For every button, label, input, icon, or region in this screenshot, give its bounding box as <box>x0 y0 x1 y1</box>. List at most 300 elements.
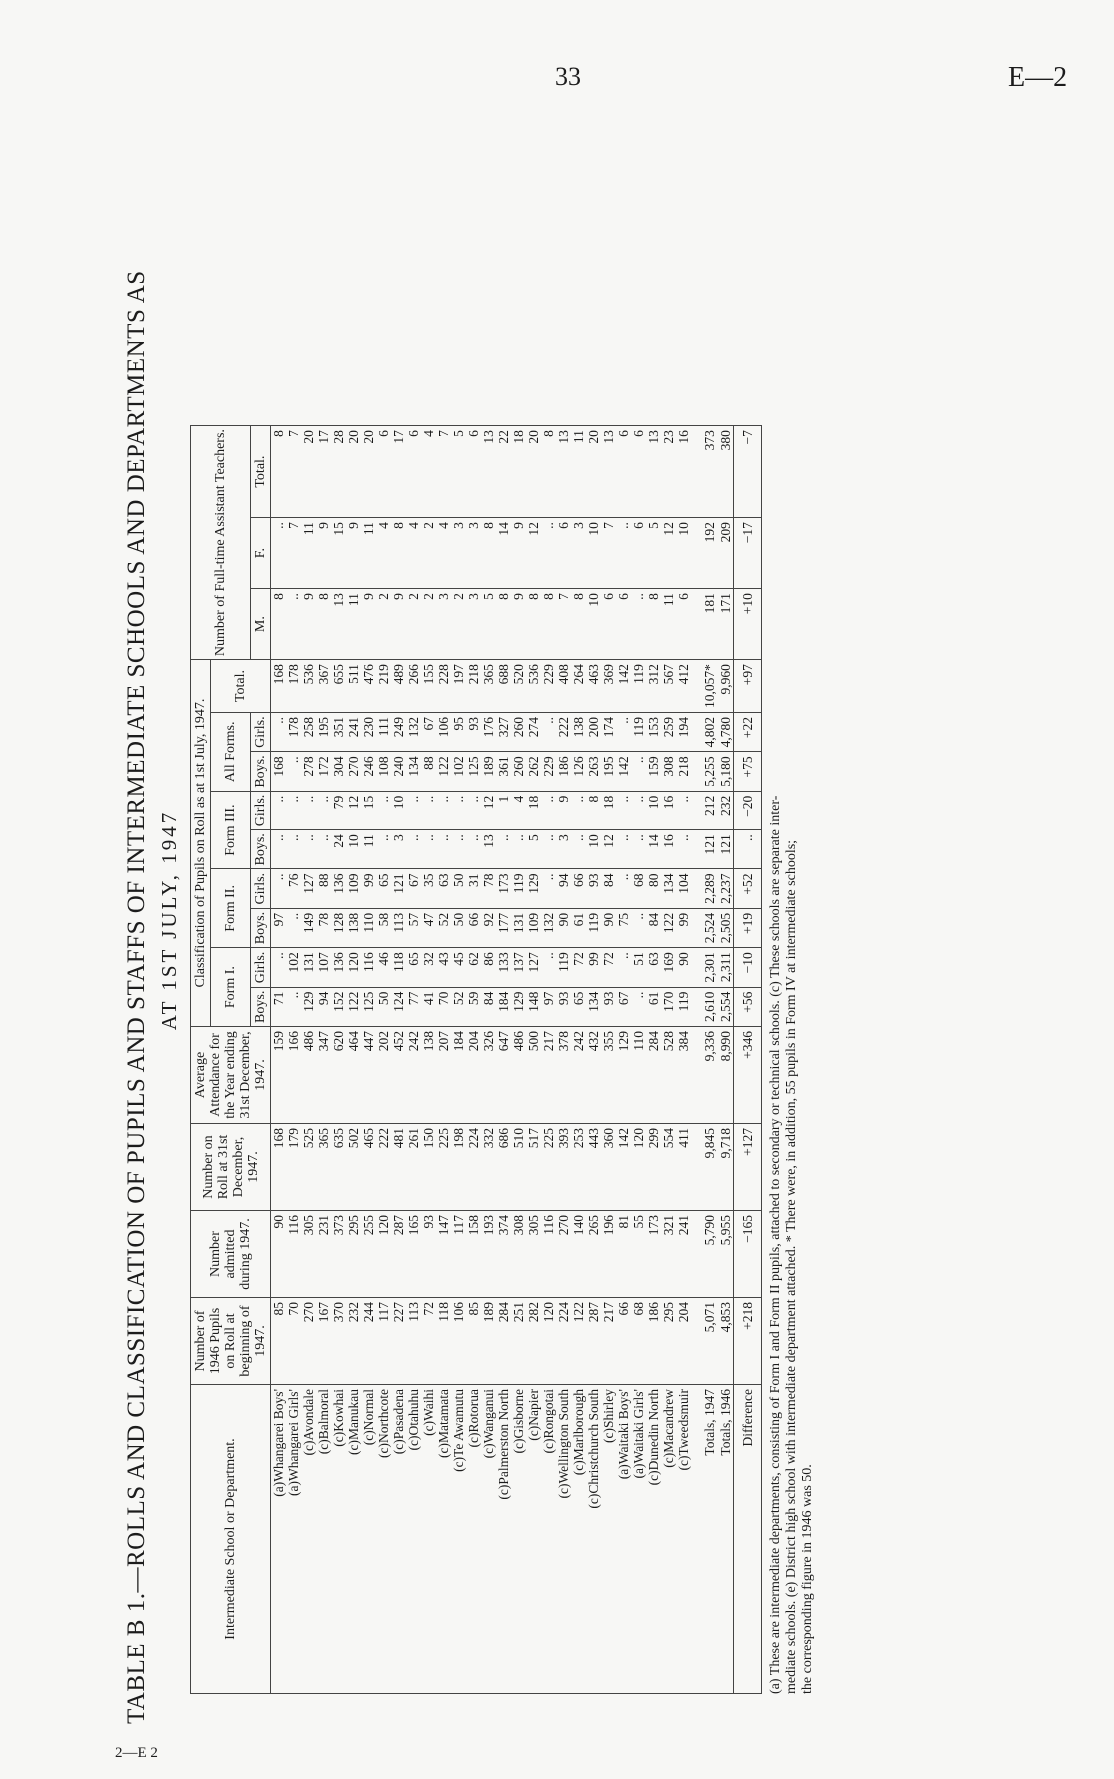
value-cell: 9 <box>301 589 316 660</box>
table-row <box>556 426 571 1694</box>
value-cell: 177 <box>496 908 511 947</box>
value-cell: 3 <box>466 589 481 660</box>
value-cell: .. <box>734 830 762 869</box>
value-cell: +56 <box>734 987 762 1026</box>
value-cell: 121 <box>391 869 406 908</box>
school-name: Wanganui <box>481 1389 496 1444</box>
value-cell: 242 <box>406 1027 421 1124</box>
value-cell: .. <box>376 791 391 830</box>
value-cell: 119 <box>511 869 526 908</box>
school-name: Whangarei Girls' <box>286 1389 301 1482</box>
school-type-label: (c) <box>511 1438 526 1454</box>
school-name-cell <box>556 1385 571 1694</box>
value-cell: 263 <box>586 752 601 791</box>
value-cell: 174 <box>601 712 616 751</box>
value-cell: 166 <box>286 1027 301 1124</box>
value-cell: 126 <box>571 752 586 791</box>
value-cell: 260 <box>511 752 526 791</box>
value-cell: 686 <box>496 1124 511 1211</box>
value-cell: 261 <box>406 1124 421 1211</box>
school-name: Napier <box>526 1389 541 1426</box>
value-cell: 5,955 <box>717 1211 734 1298</box>
value-cell: 18 <box>601 791 616 830</box>
value-cell: 6 <box>466 426 481 518</box>
value-cell: .. <box>271 518 287 589</box>
table-row <box>571 426 586 1694</box>
school-name: Pasadena <box>391 1389 406 1440</box>
school-type-label: (a) <box>616 1464 631 1480</box>
value-cell: 178 <box>286 712 301 751</box>
value-cell: 120 <box>631 1124 646 1211</box>
value-cell: 178 <box>286 660 301 713</box>
school-name-cell <box>316 1385 331 1694</box>
header-teachers-m: M. <box>251 589 271 660</box>
value-cell: 365 <box>316 1124 331 1211</box>
value-cell: 129 <box>526 869 541 908</box>
value-cell: 8 <box>541 589 556 660</box>
value-cell: 232 <box>717 791 734 830</box>
header-f1-boys: Boys. <box>251 987 271 1026</box>
table-row <box>717 426 734 1694</box>
value-cell: .. <box>271 948 287 987</box>
value-cell: 8 <box>391 518 406 589</box>
school-name: Otahuhu <box>406 1389 421 1436</box>
value-cell: 2,311 <box>717 948 734 987</box>
school-type-label: (c) <box>451 1456 466 1472</box>
value-cell: 66 <box>571 869 586 908</box>
value-cell: 22 <box>496 426 511 518</box>
header-teachers-f: F. <box>251 518 271 589</box>
header-all-total: Total. <box>211 660 271 713</box>
value-cell: .. <box>436 830 451 869</box>
school-type-label: (c) <box>391 1439 406 1455</box>
school-name-cell <box>646 1385 661 1694</box>
school-name-cell <box>391 1385 406 1694</box>
school-type-label: (c) <box>676 1455 691 1471</box>
school-name: Dunedin North <box>646 1389 661 1471</box>
value-cell: 20 <box>346 426 361 518</box>
value-cell: 554 <box>661 1124 676 1211</box>
value-cell: 360 <box>601 1124 616 1211</box>
value-cell: 520 <box>511 660 526 713</box>
value-cell: 168 <box>271 1124 287 1211</box>
value-cell: 3 <box>571 518 586 589</box>
value-cell: 200 <box>586 712 601 751</box>
value-cell: 116 <box>286 1211 301 1298</box>
value-cell: 218 <box>466 660 481 713</box>
value-cell: 127 <box>526 948 541 987</box>
value-cell: 85 <box>271 1298 287 1385</box>
table-row <box>301 426 316 1694</box>
value-cell: .. <box>451 791 466 830</box>
table-row <box>361 426 376 1694</box>
value-cell: 241 <box>676 1211 691 1298</box>
school-type-label: (a) <box>271 1481 286 1497</box>
school-type-label: (c) <box>661 1452 676 1468</box>
value-cell: 132 <box>541 908 556 947</box>
school-name-cell <box>701 1385 717 1694</box>
value-cell: 393 <box>556 1124 571 1211</box>
value-cell: 134 <box>661 869 676 908</box>
table-row <box>316 426 331 1694</box>
value-cell: −165 <box>734 1211 762 1298</box>
value-cell: 167 <box>316 1298 331 1385</box>
value-cell: 11 <box>346 589 361 660</box>
table-row <box>286 426 301 1694</box>
value-cell: 10 <box>346 830 361 869</box>
value-cell: 452 <box>391 1027 406 1124</box>
school-name-cell <box>586 1385 601 1694</box>
value-cell: 295 <box>346 1211 361 1298</box>
table-row <box>436 426 451 1694</box>
value-cell: 131 <box>511 908 526 947</box>
value-cell: .. <box>616 712 631 751</box>
school-name-cell <box>466 1385 481 1694</box>
value-cell: +52 <box>734 869 762 908</box>
value-cell: 99 <box>361 869 376 908</box>
school-name: Avondale <box>301 1389 316 1441</box>
value-cell: 106 <box>451 1298 466 1385</box>
value-cell: 41 <box>421 987 436 1026</box>
value-cell: 355 <box>601 1027 616 1124</box>
value-cell: 93 <box>421 1211 436 1298</box>
value-cell: 77 <box>406 987 421 1026</box>
school-type-label: (c) <box>376 1442 391 1458</box>
value-cell: 3 <box>466 518 481 589</box>
value-cell: 9 <box>361 589 376 660</box>
value-cell: −7 <box>734 426 762 518</box>
value-cell: 476 <box>361 660 376 713</box>
value-cell: 173 <box>646 1211 661 1298</box>
school-name: Waihi <box>421 1389 436 1421</box>
school-name: Rongotai <box>541 1389 556 1439</box>
value-cell: 253 <box>571 1124 586 1211</box>
value-cell: 465 <box>361 1124 376 1211</box>
value-cell: 72 <box>601 948 616 987</box>
value-cell: 52 <box>451 987 466 1026</box>
value-cell: 207 <box>436 1027 451 1124</box>
header-all-girls: Girls. <box>251 712 271 751</box>
value-cell: 109 <box>346 869 361 908</box>
table-title: TABLE B 1.—ROLLS AND CLASSIFICATION OF PUPILS AND STAFFS OF INTERMEDIATE SCHOOLS AND DEPARTMENTS AS <box>123 270 150 1724</box>
value-cell: 142 <box>616 660 631 713</box>
value-cell: 202 <box>376 1027 391 1124</box>
value-cell: 443 <box>586 1124 601 1211</box>
value-cell: .. <box>511 830 526 869</box>
value-cell: .. <box>451 830 466 869</box>
value-cell: 78 <box>481 869 496 908</box>
value-cell: 128 <box>331 908 346 947</box>
school-name: Totals, 1946 <box>718 1389 733 1456</box>
school-name-cell <box>541 1385 556 1694</box>
value-cell: 13 <box>646 426 661 518</box>
value-cell: 88 <box>421 752 436 791</box>
value-cell: .. <box>286 987 301 1026</box>
value-cell: 72 <box>421 1298 436 1385</box>
table-row <box>661 426 676 1694</box>
value-cell: 9 <box>391 589 406 660</box>
value-cell: 217 <box>541 1027 556 1124</box>
value-cell: 66 <box>616 1298 631 1385</box>
school-name-cell <box>571 1385 586 1694</box>
value-cell: 172 <box>316 752 331 791</box>
value-cell: 249 <box>391 712 406 751</box>
value-cell: 17 <box>391 426 406 518</box>
value-cell: 408 <box>556 660 571 713</box>
school-name-cell <box>361 1385 376 1694</box>
value-cell: 181 <box>701 589 717 660</box>
value-cell: 224 <box>556 1298 571 1385</box>
value-cell: 4,853 <box>717 1298 734 1385</box>
value-cell: 620 <box>331 1027 346 1124</box>
value-cell: 192 <box>701 518 717 589</box>
table-row <box>676 426 691 1694</box>
value-cell: 16 <box>661 791 676 830</box>
table-row <box>734 426 762 1694</box>
value-cell: .. <box>631 791 646 830</box>
school-name-cell <box>481 1385 496 1694</box>
school-type-label: (c) <box>316 1439 331 1455</box>
value-cell: 447 <box>361 1027 376 1124</box>
value-cell: 361 <box>496 752 511 791</box>
school-name-cell <box>406 1385 421 1694</box>
value-cell: 8 <box>316 589 331 660</box>
value-cell: 24 <box>331 830 346 869</box>
value-cell: 11 <box>301 518 316 589</box>
value-cell: 5 <box>646 518 661 589</box>
school-name-cell <box>286 1385 301 1694</box>
value-cell: 90 <box>271 1211 287 1298</box>
header-form-2: Form II. <box>211 869 251 948</box>
value-cell: 93 <box>601 987 616 1026</box>
value-cell: 3 <box>391 830 406 869</box>
value-cell: 150 <box>421 1124 436 1211</box>
value-cell: 7 <box>286 426 301 518</box>
value-cell: 84 <box>646 908 661 947</box>
value-cell: 111 <box>376 712 391 751</box>
value-cell: 176 <box>481 712 496 751</box>
table-row <box>511 426 526 1694</box>
value-cell: 9 <box>511 589 526 660</box>
school-name: Manukau <box>346 1389 361 1440</box>
value-cell: .. <box>466 830 481 869</box>
value-cell: 170 <box>661 987 676 1026</box>
value-cell: 274 <box>526 712 541 751</box>
value-cell: 45 <box>451 948 466 987</box>
value-cell: 165 <box>406 1211 421 1298</box>
value-cell: 258 <box>301 712 316 751</box>
school-name-cell <box>601 1385 616 1694</box>
value-cell: .. <box>541 869 556 908</box>
value-cell: 168 <box>271 752 287 791</box>
value-cell: 15 <box>361 791 376 830</box>
school-type-label: (c) <box>436 1442 451 1458</box>
value-cell: 373 <box>701 426 717 518</box>
value-cell: 97 <box>541 987 556 1026</box>
value-cell: 13 <box>481 830 496 869</box>
value-cell: 8 <box>541 426 556 518</box>
value-cell: 173 <box>496 869 511 908</box>
value-cell: 5,180 <box>717 752 734 791</box>
value-cell: 8 <box>481 518 496 589</box>
value-cell: 20 <box>301 426 316 518</box>
value-cell: 97 <box>271 908 287 947</box>
value-cell: 129 <box>301 987 316 1026</box>
header-f1-girls: Girls. <box>251 948 271 987</box>
value-cell: 119 <box>631 660 646 713</box>
school-name: Whangarei Boys' <box>271 1389 286 1482</box>
school-name-cell <box>661 1385 676 1694</box>
value-cell: .. <box>271 830 287 869</box>
value-cell: 55 <box>631 1211 646 1298</box>
value-cell: 327 <box>496 712 511 751</box>
value-cell: 370 <box>331 1298 346 1385</box>
table-row <box>406 426 421 1694</box>
value-cell: 116 <box>541 1211 556 1298</box>
value-cell: 295 <box>661 1298 676 1385</box>
value-cell: 57 <box>406 908 421 947</box>
value-cell: 8 <box>586 791 601 830</box>
header-school: Intermediate School or Department. <box>191 1385 271 1694</box>
school-type-label: (c) <box>466 1432 481 1448</box>
value-cell: 10 <box>586 830 601 869</box>
value-cell: 13 <box>331 589 346 660</box>
value-cell: 9 <box>316 518 331 589</box>
value-cell: 117 <box>451 1211 466 1298</box>
value-cell: 242 <box>571 1027 586 1124</box>
school-name-cell <box>301 1385 316 1694</box>
header-form-3: Form III. <box>211 791 251 869</box>
value-cell: 20 <box>361 426 376 518</box>
value-cell: 282 <box>526 1298 541 1385</box>
value-cell: 121 <box>717 830 734 869</box>
table-row <box>391 426 406 1694</box>
value-cell: 8 <box>526 589 541 660</box>
value-cell: 106 <box>436 712 451 751</box>
value-cell: 109 <box>526 908 541 947</box>
value-cell: 204 <box>466 1027 481 1124</box>
value-cell: 10 <box>646 791 661 830</box>
value-cell: 266 <box>406 660 421 713</box>
school-type-label: (c) <box>406 1435 421 1451</box>
value-cell: 528 <box>661 1027 676 1124</box>
value-cell: 525 <box>301 1124 316 1211</box>
value-cell: 227 <box>391 1298 406 1385</box>
value-cell: 12 <box>661 518 676 589</box>
value-cell: .. <box>541 830 556 869</box>
value-cell: 5,255 <box>701 752 717 791</box>
value-cell: 510 <box>511 1124 526 1211</box>
value-cell: .. <box>436 791 451 830</box>
value-cell: 284 <box>646 1027 661 1124</box>
value-cell: 75 <box>616 908 631 947</box>
value-cell: 270 <box>346 752 361 791</box>
value-cell: +19 <box>734 908 762 947</box>
side-code: 2—E 2 <box>115 1745 158 1761</box>
value-cell: 99 <box>676 908 691 947</box>
value-cell: 93 <box>556 987 571 1026</box>
header-f3-girls: Girls. <box>251 791 271 830</box>
value-cell: .. <box>406 830 421 869</box>
value-cell: 380 <box>717 426 734 518</box>
value-cell: 155 <box>421 660 436 713</box>
value-cell: 8 <box>646 589 661 660</box>
value-cell: 3 <box>436 589 451 660</box>
value-cell: 184 <box>451 1027 466 1124</box>
school-name: Balmoral <box>316 1389 331 1440</box>
school-type-label: (c) <box>601 1428 616 1443</box>
value-cell: 229 <box>541 752 556 791</box>
value-cell: 59 <box>466 987 481 1026</box>
value-cell: 373 <box>331 1211 346 1298</box>
value-cell: 244 <box>361 1298 376 1385</box>
school-type-label: (c) <box>556 1483 571 1499</box>
value-cell: 5,071 <box>701 1298 717 1385</box>
value-cell: .. <box>616 518 631 589</box>
value-cell: 119 <box>676 987 691 1026</box>
header-roll-1946: Number of 1946 Pupils on Roll at beginning of 1947. <box>191 1298 271 1385</box>
value-cell: 16 <box>661 830 676 869</box>
value-cell: 193 <box>481 1211 496 1298</box>
value-cell: 197 <box>451 660 466 713</box>
value-cell: 2 <box>421 518 436 589</box>
value-cell: 12 <box>601 830 616 869</box>
value-cell: 12 <box>346 791 361 830</box>
value-cell: 78 <box>316 908 331 947</box>
value-cell: 142 <box>616 752 631 791</box>
value-cell: .. <box>541 518 556 589</box>
school-type-label: (c) <box>526 1425 541 1441</box>
value-cell: 308 <box>511 1211 526 1298</box>
value-cell: 67 <box>421 712 436 751</box>
value-cell: 122 <box>571 1298 586 1385</box>
school-name: Wellington South <box>556 1389 571 1484</box>
school-name: Tweedsmuir <box>676 1389 691 1456</box>
value-cell: 23 <box>661 426 676 518</box>
value-cell: 11 <box>361 830 376 869</box>
value-cell: 8 <box>271 589 287 660</box>
table-row <box>616 426 631 1694</box>
value-cell: 287 <box>391 1211 406 1298</box>
value-cell: 1 <box>496 791 511 830</box>
value-cell: .. <box>376 830 391 869</box>
school-type-label: (c) <box>571 1460 586 1476</box>
value-cell: 2,524 <box>701 908 717 947</box>
value-cell: 2,505 <box>717 908 734 947</box>
value-cell: .. <box>616 869 631 908</box>
value-cell: 4 <box>511 791 526 830</box>
school-name: Difference <box>740 1389 755 1447</box>
value-cell: 184 <box>496 987 511 1026</box>
school-name: Macandrew <box>661 1389 676 1453</box>
value-cell: 228 <box>436 660 451 713</box>
value-cell: 159 <box>646 752 661 791</box>
value-cell: 20 <box>526 426 541 518</box>
value-cell: 159 <box>271 1027 287 1124</box>
value-cell: 225 <box>541 1124 556 1211</box>
value-cell: 148 <box>526 987 541 1026</box>
table-subtitle: AT 1ST JULY, 1947 <box>157 809 181 1031</box>
value-cell: 9,960 <box>717 660 734 713</box>
value-cell: 10 <box>586 518 601 589</box>
value-cell: 11 <box>571 426 586 518</box>
value-cell: .. <box>541 791 556 830</box>
table-row <box>496 426 511 1694</box>
value-cell: 90 <box>601 908 616 947</box>
value-cell: 102 <box>286 948 301 987</box>
value-cell: 255 <box>361 1211 376 1298</box>
value-cell: .. <box>676 791 691 830</box>
